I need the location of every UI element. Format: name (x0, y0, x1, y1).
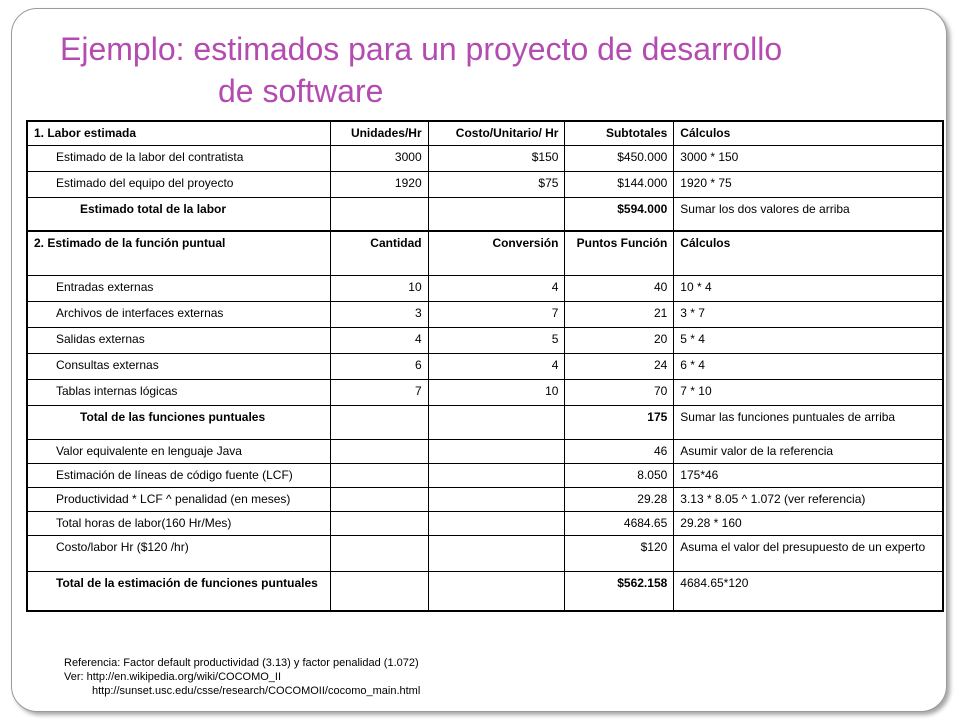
table-cell: Estimación de líneas de código fuente (LCF) (27, 463, 330, 487)
table-cell: 6 (330, 353, 428, 379)
table-cell (428, 511, 565, 535)
table-cell: 6 * 4 (674, 353, 943, 379)
table-cell: Estimado total de la labor (27, 197, 330, 231)
table-cell: Costo/labor Hr ($120 /hr) (27, 535, 330, 571)
reference-note (64, 656, 420, 698)
table-cell (330, 487, 428, 511)
table-cell: 175 (565, 405, 674, 439)
table-row (27, 511, 943, 535)
table-cell (428, 439, 565, 463)
table-cell: $594.000 (565, 197, 674, 231)
table-cell: 21 (565, 301, 674, 327)
table-cell: Consultas externas (27, 353, 330, 379)
table-cell: $75 (428, 171, 565, 197)
table-cell: Estimado del equipo del proyecto (27, 171, 330, 197)
table-cell: 10 * 4 (674, 275, 943, 301)
table-cell: Total de la estimación de funciones puntuales (27, 571, 330, 611)
estimate-table (26, 120, 944, 612)
table-cell: $562.158 (565, 571, 674, 611)
table-row (27, 535, 943, 571)
table-cell: Estimado de la labor del contratista (27, 145, 330, 171)
title-line-1: Ejemplo: estimados para un proyecto de desarrollo (60, 31, 783, 67)
table-cell: 2. Estimado de la función puntual (27, 231, 330, 275)
table-cell (330, 439, 428, 463)
table-cell: 4 (428, 353, 565, 379)
table-cell: 3.13 * 8.05 ^ 1.072 (ver referencia) (674, 487, 943, 511)
table-total-row (27, 405, 943, 439)
table-cell: Costo/Unitario/ Hr (428, 121, 565, 145)
table-cell (330, 463, 428, 487)
table-row (27, 463, 943, 487)
table-cell (428, 571, 565, 611)
table-cell: 29.28 * 160 (674, 511, 943, 535)
table-cell (428, 197, 565, 231)
table-cell: 175*46 (674, 463, 943, 487)
table-cell (330, 405, 428, 439)
table-cell: Salidas externas (27, 327, 330, 353)
table-cell: Valor equivalente en lenguaje Java (27, 439, 330, 463)
table-cell: $120 (565, 535, 674, 571)
table-row (27, 145, 943, 171)
table-cell: 1920 (330, 171, 428, 197)
table-cell (428, 487, 565, 511)
table-cell: 4 (428, 275, 565, 301)
table-cell: 1. Labor estimada (27, 121, 330, 145)
table-row (27, 171, 943, 197)
table-row (27, 487, 943, 511)
table-cell: 70 (565, 379, 674, 405)
table-cell: 3000 (330, 145, 428, 171)
table-cell: 46 (565, 439, 674, 463)
table-cell: Cálculos (674, 121, 943, 145)
reference-line-2: Ver: http://en.wikipedia.org/wiki/COCOMO_II (64, 671, 282, 683)
table-cell: 1920 * 75 (674, 171, 943, 197)
table-row (27, 353, 943, 379)
table-cell (330, 511, 428, 535)
table-cell: 3000 * 150 (674, 145, 943, 171)
slide-title (0, 28, 960, 112)
table-cell (330, 571, 428, 611)
estimate-table-body (27, 121, 943, 611)
table-cell: Entradas externas (27, 275, 330, 301)
table-cell: 40 (565, 275, 674, 301)
table-cell: Tablas internas lógicas (27, 379, 330, 405)
table-cell: Cálculos (674, 231, 943, 275)
table-cell (330, 197, 428, 231)
table-cell: Asumir valor de la referencia (674, 439, 943, 463)
table-header-row (27, 231, 943, 275)
table-cell: 4 (330, 327, 428, 353)
table-cell: 4684.65*120 (674, 571, 943, 611)
table-cell: 10 (330, 275, 428, 301)
table-cell: Total de las funciones puntuales (27, 405, 330, 439)
table-cell: 29.28 (565, 487, 674, 511)
table-cell: Puntos Función (565, 231, 674, 275)
table-cell: Asuma el valor del presupuesto de un experto (674, 535, 943, 571)
table-row (27, 439, 943, 463)
table-cell: 7 (330, 379, 428, 405)
table-cell: 20 (565, 327, 674, 353)
table-cell: Conversión (428, 231, 565, 275)
table-total-row (27, 571, 943, 611)
table-cell: Sumar los dos valores de arriba (674, 197, 943, 231)
table-cell: Subtotales (565, 121, 674, 145)
table-cell: 24 (565, 353, 674, 379)
table-cell: 5 (428, 327, 565, 353)
table-cell (428, 405, 565, 439)
table-cell: $144.000 (565, 171, 674, 197)
reference-line-1: Referencia: Factor default productividad (3.13) y factor penalidad (1.072) (64, 657, 419, 669)
reference-line-3: http://sunset.usc.edu/csse/research/COCOMOII/cocomo_main.html (92, 685, 421, 697)
table-cell: 3 * 7 (674, 301, 943, 327)
table-cell (428, 535, 565, 571)
table-row (27, 275, 943, 301)
table-cell: 8.050 (565, 463, 674, 487)
table-row (27, 327, 943, 353)
table-cell: $150 (428, 145, 565, 171)
table-cell: 10 (428, 379, 565, 405)
table-cell: 4684.65 (565, 511, 674, 535)
title-line-2: de software (218, 73, 384, 109)
table-cell: Sumar las funciones puntuales de arriba (674, 405, 943, 439)
table-header-row (27, 121, 943, 145)
table-cell (428, 463, 565, 487)
table-cell (330, 535, 428, 571)
table-cell: Cantidad (330, 231, 428, 275)
table-cell: 3 (330, 301, 428, 327)
table-cell: 5 * 4 (674, 327, 943, 353)
table-cell: Archivos de interfaces externas (27, 301, 330, 327)
table-cell: 7 (428, 301, 565, 327)
table-row (27, 301, 943, 327)
table-cell: 7 * 10 (674, 379, 943, 405)
table-cell: Productividad * LCF ^ penalidad (en meses) (27, 487, 330, 511)
table-total-row (27, 197, 943, 231)
table-cell: Unidades/Hr (330, 121, 428, 145)
table-row (27, 379, 943, 405)
table-cell: $450.000 (565, 145, 674, 171)
table-cell: Total horas de labor(160 Hr/Mes) (27, 511, 330, 535)
